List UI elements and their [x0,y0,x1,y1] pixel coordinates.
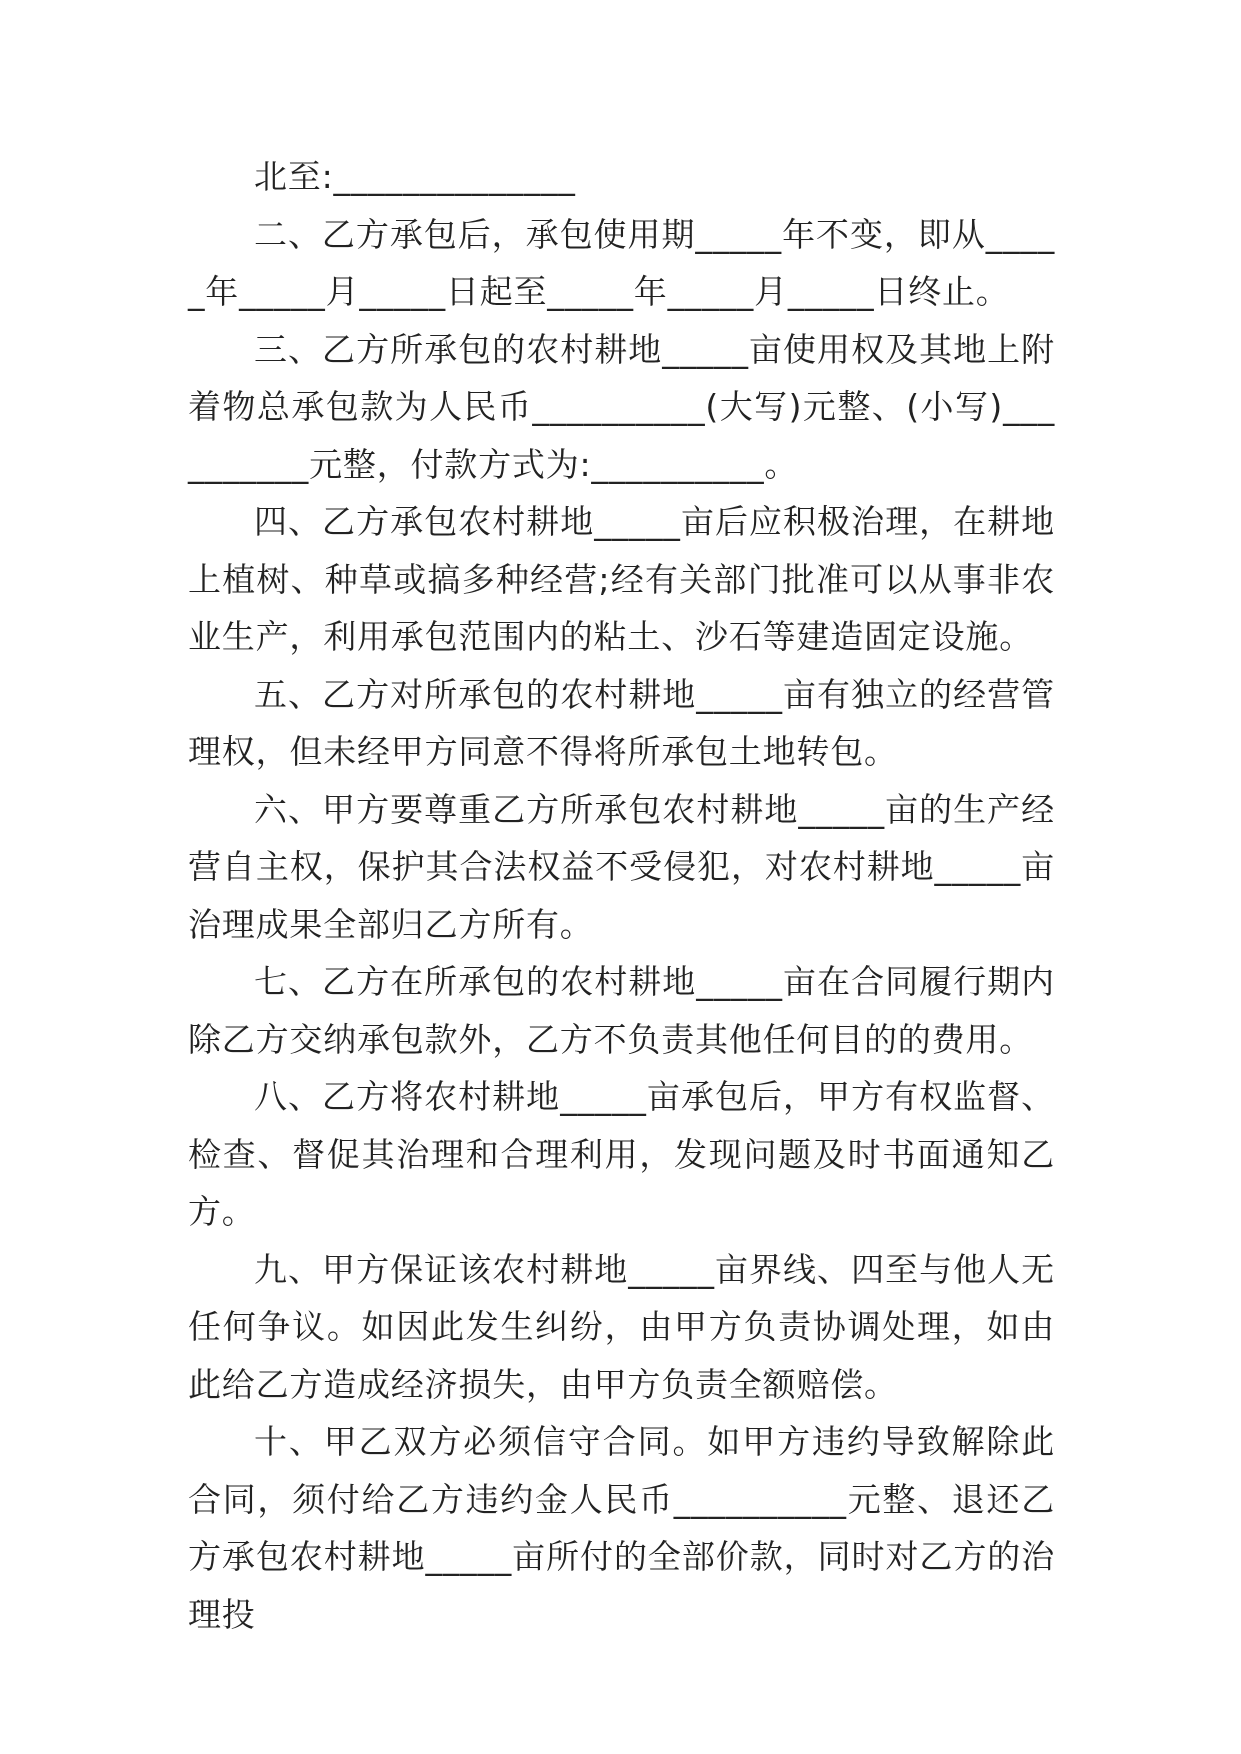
document-page [188,148,1055,1643]
paragraph-clause-8: 八、乙方将农村耕地_____亩承包后，甲方有权监督、检查、督促其治理和合理利用，发现问题及时书面通知乙方。 [188,1077,1055,1231]
paragraph-clause-9: 九、甲方保证该农村耕地_____亩界线、四至与他人无任何争议。如因此发生纠纷，由甲方负责协调处理，如由此给乙方造成经济损失，由甲方负责全额赔偿。 [188,1249,1055,1404]
paragraph-clause-6: 六、甲方要尊重乙方所承包农村耕地_____亩的生产经营自主权，保护其合法权益不受侵犯，对农村耕地_____亩治理成果全部归乙方所有。 [188,789,1055,944]
paragraph-north-boundary: 北至:______________ [254,157,576,196]
paragraph-clause-4: 四、乙方承包农村耕地_____亩后应积极治理，在耕地上植树、种草或搞多种经营;经有关部门批准可以从事非农业生产，利用承包范围内的粘土、沙石等建造固定设施。 [188,502,1055,656]
paragraph-clause-7: 七、乙方在所承包的农村耕地_____亩在合同履行期内除乙方交纳承包款外，乙方不负责其他任何目的的费用。 [188,962,1055,1059]
paragraph-clause-10: 十、甲乙双方必须信守合同。如甲方违约导致解除此合同，须付给乙方违约金人民币__________元整、退还乙方承包农村耕地_____亩所付的全部价款，同时对乙方的治理投 [188,1422,1055,1634]
paragraph-clause-2: 二、乙方承包后，承包使用期_____年不变，即从_____年_____月_____日起至_____年_____月_____日终止。 [188,214,1055,311]
paragraph-clause-3: 三、乙方所承包的农村耕地_____亩使用权及其地上附着物总承包款为人民币__________(大写)元整、(小写)__________元整，付款方式为:__________。 [188,329,1055,484]
paragraph-clause-5: 五、乙方对所承包的农村耕地_____亩有独立的经营管理权，但未经甲方同意不得将所承包土地转包。 [188,674,1055,771]
